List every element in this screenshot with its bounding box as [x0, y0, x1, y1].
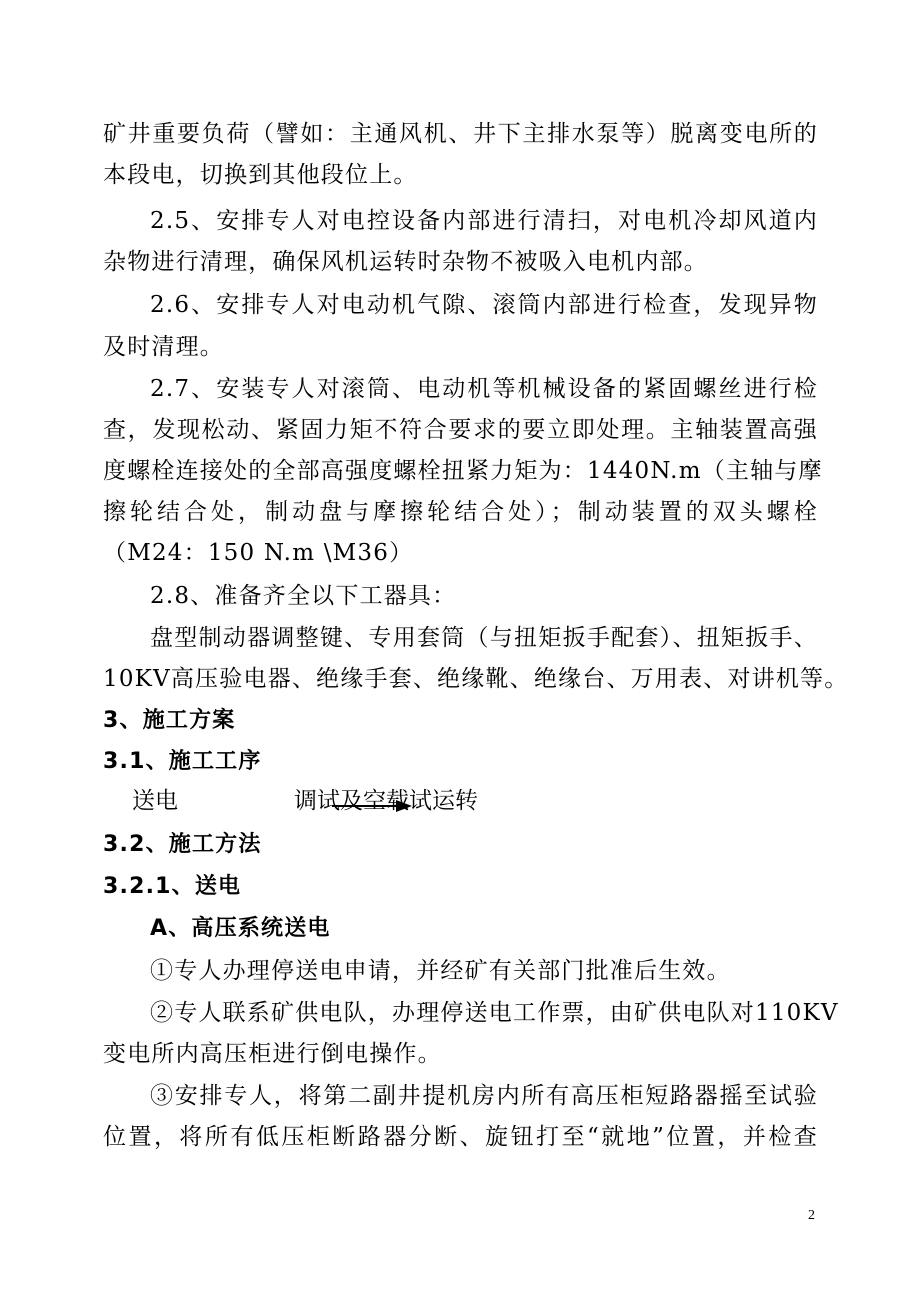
step-line: ③安排专人，将第二副井提机房内所有高压柜短路器摇至试验 — [150, 1083, 818, 1109]
step-line: ②专人联系矿供电队，办理停送电工作票，由矿供电队对110KV — [150, 1000, 839, 1026]
flow-to-label: 调试及空载试运转 — [294, 788, 478, 814]
step-line: 位置，将所有低压柜断路器分断、旋钮打至“就地”位置，并检查 — [103, 1124, 818, 1150]
step-line: ①专人办理停送电申请，并经矿有关部门批准后生效。 — [150, 958, 731, 984]
paragraph-line: 擦轮结合处，制动盘与摩擦轮结合处）；制动装置的双头螺栓 — [103, 499, 818, 525]
page-number: 2 — [808, 1208, 815, 1223]
paragraph-line: 及时清理。 — [103, 334, 224, 360]
process-flow — [132, 786, 632, 818]
section-heading: 3、施工方案 — [103, 708, 236, 733]
paragraph-line: 度螺栓连接处的全部高强度螺栓扭紧力矩为：1440N.m（主轴与摩 — [103, 458, 823, 484]
paragraph-line: 2.6、安排专人对电动机气隙、滚筒内部进行检查，发现异物 — [150, 292, 818, 318]
section-heading: 3.2、施工方法 — [103, 832, 262, 857]
section-heading: 3.1、施工工序 — [103, 749, 262, 774]
step-line: 变电所内高压柜进行倒电操作。 — [103, 1041, 442, 1067]
section-heading: 3.2.1、送电 — [103, 874, 242, 899]
paragraph-line: 杂物进行清理，确保风机运转时杂物不被吸入电机内部。 — [103, 249, 708, 275]
subsection-heading: A、高压系统送电 — [150, 916, 331, 941]
paragraph-line: 盘型制动器调整键、专用套筒（与扭矩扳手配套）、扭矩扳手、 — [150, 625, 818, 651]
paragraph-line: 矿井重要负荷（譬如：主通风机、井下主排水泵等）脱离变电所的 — [103, 121, 818, 147]
paragraph-line: 2.8、准备齐全以下工器具： — [150, 583, 457, 609]
flow-from-label: 送电 — [132, 788, 178, 814]
paragraph-line: 2.7、安装专人对滚筒、电动机等机械设备的紧固螺丝进行检 — [150, 376, 818, 402]
paragraph-line: 本段电，切换到其他段位上。 — [103, 162, 418, 188]
paragraph-line: （M24：150 N.m \M36） — [103, 540, 414, 566]
paragraph-line: 10KV高压验电器、绝缘手套、绝缘靴、绝缘台、万用表、对讲机等。 — [103, 666, 849, 692]
paragraph-line: 查，发现松动、紧固力矩不符合要求的要立即处理。主轴装置高强 — [103, 417, 818, 443]
paragraph-line: 2.5、安排专人对电控设备内部进行清扫，对电机冷却风道内 — [150, 208, 818, 234]
